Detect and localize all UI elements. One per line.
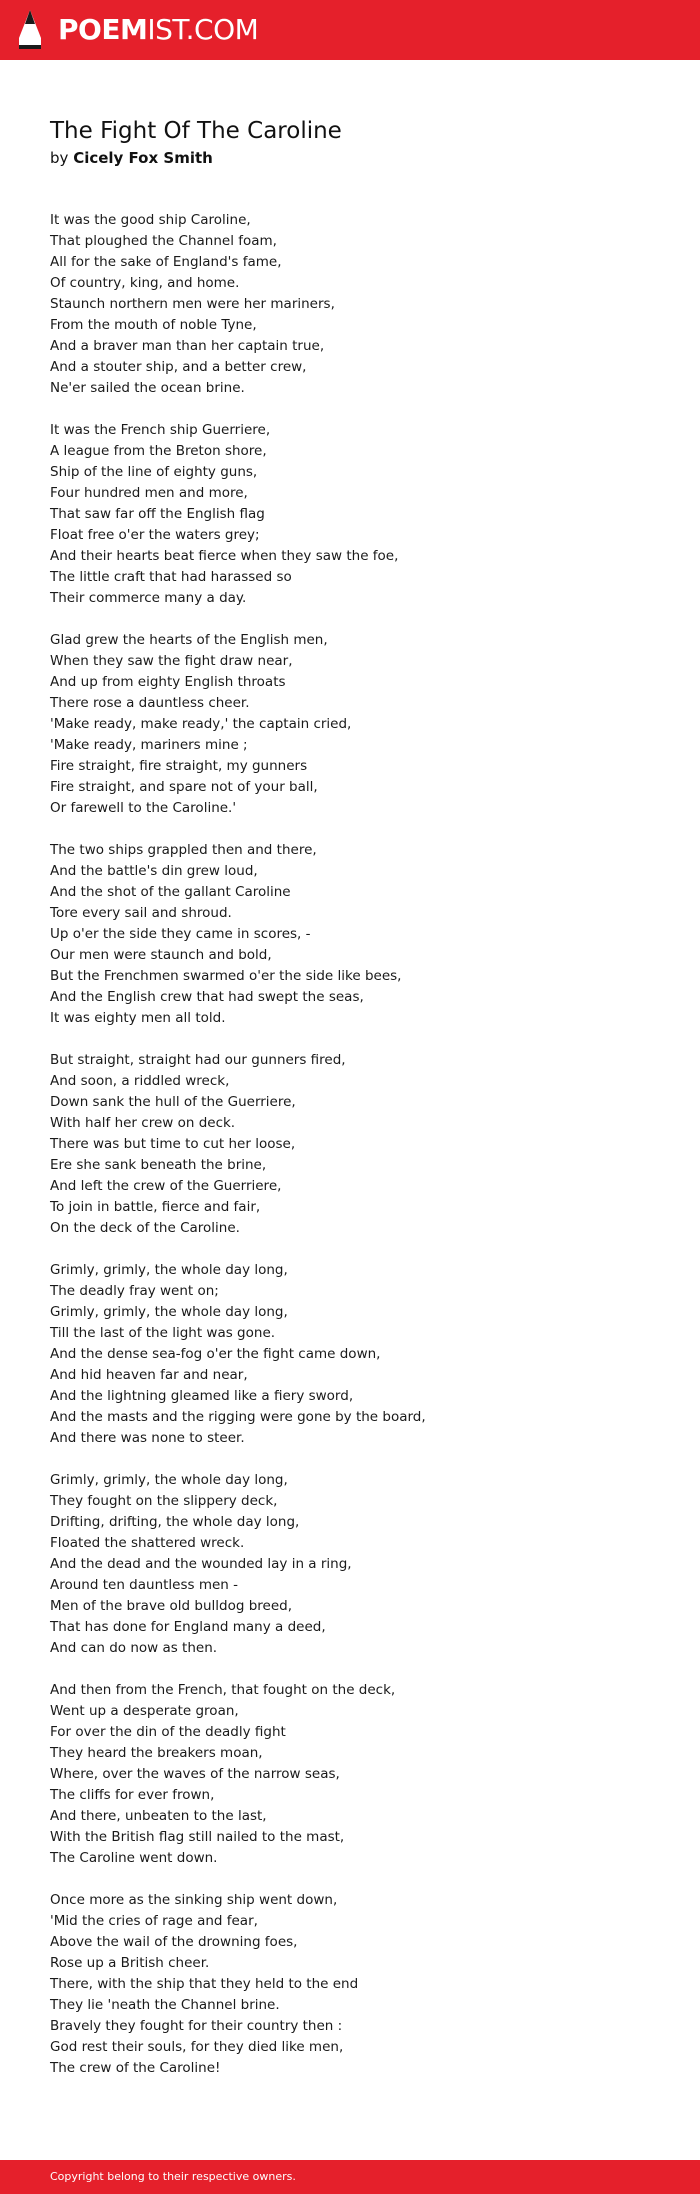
poem-line: Fire straight, fire straight, my gunners [50,758,308,774]
poem-line: And then from the French, that fought on the deck, [50,1682,396,1698]
poem-line: There, with the ship that they held to the end [50,1976,359,1992]
poem-line: Of country, king, and home. [50,275,240,291]
poem-line: On the deck of the Caroline. [50,1220,240,1236]
brand-light: IST.COM [147,13,259,46]
poem-line: The deadly fray went on; [50,1283,219,1299]
stanza [50,630,650,819]
stanza [50,840,650,1029]
poem-line: They heard the breakers moan, [50,1745,263,1761]
poem-line: Four hundred men and more, [50,485,248,501]
poem-line: Went up a desperate groan, [50,1703,239,1719]
site-header [0,0,700,60]
poem-line: All for the sake of England's fame, [50,254,282,270]
poem-line: Ship of the line of eighty guns, [50,464,258,480]
by-label: by [50,149,69,167]
poem-line: Down sank the hull of the Guerriere, [50,1094,296,1110]
poem-line: And can do now as then. [50,1640,218,1656]
stanza [50,210,650,399]
poem-line: Drifting, drifting, the whole day long, [50,1514,300,1530]
poem-line: But straight, straight had our gunners fired, [50,1052,346,1068]
poem-line: Above the wail of the drowning foes, [50,1934,298,1950]
poem-line: Fire straight, and spare not of your ball, [50,779,318,795]
poem-line: There rose a dauntless cheer. [50,695,250,711]
poem-line: The little craft that had harassed so [50,569,292,585]
pen-nib-icon [16,8,44,52]
poem-line: Grimly, grimly, the whole day long, [50,1304,288,1320]
poem-line: And the battle's din grew loud, [50,863,258,879]
poem-line: Their commerce many a day. [50,590,247,606]
poem-line: And soon, a riddled wreck, [50,1073,230,1089]
poem-line: 'Make ready, make ready,' the captain cried, [50,716,352,732]
poem-line: With the British flag still nailed to the mast, [50,1829,345,1845]
poem-line: But the Frenchmen swarmed o'er the side like bees, [50,968,402,984]
poem-byline [50,147,650,169]
poem-line: Till the last of the light was gone. [50,1325,276,1341]
poem-line: Our men were staunch and bold, [50,947,272,963]
poem-line: 'Make ready, mariners mine ; [50,737,248,753]
poem-line: Or farewell to the Caroline.' [50,800,237,816]
poem-line: Ne'er sailed the ocean brine. [50,380,245,396]
poem-line: They lie 'neath the Channel brine. [50,1997,280,2013]
copyright-text: Copyright belong to their respective owners. [50,2170,296,2183]
poem-line: A league from the Breton shore, [50,443,267,459]
poem-line: And there, unbeaten to the last, [50,1808,267,1824]
poem-line: Up o'er the side they came in scores, - [50,926,311,942]
poem-line: There was but time to cut her loose, [50,1136,296,1152]
poem-line: For over the din of the deadly fight [50,1724,286,1740]
poem-line: It was the good ship Caroline, [50,212,251,228]
poem-line: Ere she sank beneath the brine, [50,1157,267,1173]
poem-line: And a braver man than her captain true, [50,338,325,354]
poem-line: That saw far off the English flag [50,506,265,522]
stanza [50,1470,650,1659]
site-logo[interactable] [16,8,258,52]
poem-line: Float free o'er the waters grey; [50,527,260,543]
poem-line: Once more as the sinking ship went down, [50,1892,338,1908]
poem-line: Bravely they fought for their country then : [50,2018,343,2034]
poem-line: It was eighty men all told. [50,1010,226,1026]
poem-line: The cliffs for ever frown, [50,1787,215,1803]
poem-line: And the dead and the wounded lay in a ring, [50,1556,352,1572]
poem-line: The Caroline went down. [50,1850,218,1866]
stanza [50,1050,650,1239]
poem-line: From the mouth of noble Tyne, [50,317,257,333]
poem-line: And hid heaven far and near, [50,1367,248,1383]
stanza [50,1680,650,1869]
poem-line: And the masts and the rigging were gone by the board, [50,1409,426,1425]
stanza [50,1890,650,2079]
poem-line: Staunch northern men were her mariners, [50,296,335,312]
poem-line: To join in battle, fierce and fair, [50,1199,261,1215]
poem-line: And the English crew that had swept the seas, [50,989,364,1005]
stanza [50,420,650,609]
poem-title: The Fight Of The Caroline [50,118,342,144]
poem-line: The two ships grappled then and there, [50,842,317,858]
stanza [50,1260,650,1449]
poem-line: Around ten dauntless men - [50,1577,239,1593]
poem-content [50,116,650,2100]
poem-line: And there was none to steer. [50,1430,245,1446]
site-footer [0,2160,700,2194]
poem-line: And the dense sea-fog o'er the fight came down, [50,1346,381,1362]
poem-line: 'Mid the cries of rage and fear, [50,1913,258,1929]
poem-line: They fought on the slippery deck, [50,1493,278,1509]
brand-name [58,8,258,52]
poem-line: And a stouter ship, and a better crew, [50,359,307,375]
poem-line: It was the French ship Guerriere, [50,422,271,438]
poem-line: When they saw the fight draw near, [50,653,293,669]
poem-line: Grimly, grimly, the whole day long, [50,1262,288,1278]
poem-body [50,210,650,2079]
poem-line: Glad grew the hearts of the English men, [50,632,328,648]
poem-line: Rose up a British cheer. [50,1955,210,1971]
poem-line: Grimly, grimly, the whole day long, [50,1472,288,1488]
poem-line: Men of the brave old bulldog breed, [50,1598,293,1614]
poem-line: That has done for England many a deed, [50,1619,326,1635]
poem-line: And left the crew of the Guerriere, [50,1178,282,1194]
poem-line: Tore every sail and shroud. [50,905,232,921]
poem-line: That ploughed the Channel foam, [50,233,277,249]
poem-line: Floated the shattered wreck. [50,1535,245,1551]
poem-line: With half her crew on deck. [50,1115,236,1131]
poem-line: God rest their souls, for they died like men, [50,2039,344,2055]
poem-line: And their hearts beat fierce when they saw the foe, [50,548,399,564]
poem-line: Where, over the waves of the narrow seas, [50,1766,340,1782]
poem-line: And up from eighty English throats [50,674,286,690]
poem-line: The crew of the Caroline! [50,2060,221,2076]
brand-bold: POEM [58,13,148,46]
poem-line: And the lightning gleamed like a fiery sword, [50,1388,354,1404]
poem-line: And the shot of the gallant Caroline [50,884,291,900]
author-link[interactable]: Cicely Fox Smith [73,149,213,167]
